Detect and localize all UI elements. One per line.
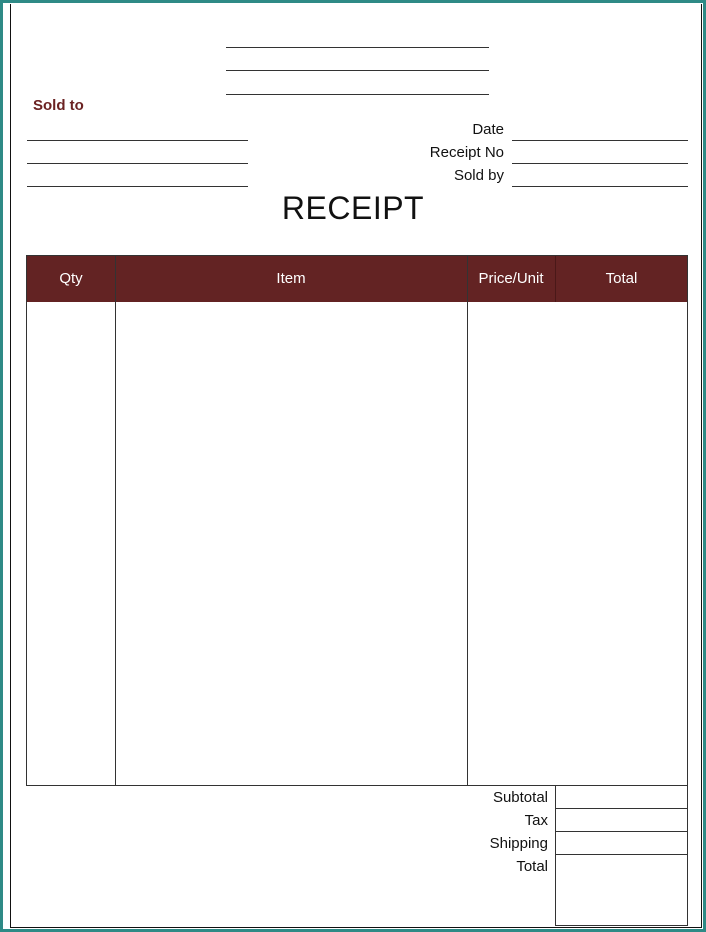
total-field[interactable] — [555, 854, 688, 926]
sold-to-line-2[interactable] — [27, 163, 248, 164]
receipt-title: RECEIPT — [281, 190, 425, 226]
items-table — [26, 255, 688, 786]
receipt-no-label: Receipt No — [429, 144, 504, 161]
subtotal-label: Subtotal — [492, 789, 548, 806]
sold-to-line-1[interactable] — [27, 140, 248, 141]
company-line-1[interactable] — [226, 47, 489, 48]
shipping-field[interactable] — [555, 831, 688, 855]
column-header-price-unit: Price/Unit — [478, 270, 544, 287]
sold-by-field-line[interactable] — [512, 186, 688, 187]
price-total-column-body[interactable] — [468, 302, 687, 786]
column-divider-price — [555, 256, 556, 302]
tax-field[interactable] — [555, 808, 688, 832]
shipping-label: Shipping — [489, 835, 548, 852]
column-header-item: Item — [276, 270, 306, 287]
column-header-total: Total — [605, 270, 638, 287]
table-header — [27, 256, 687, 302]
sold-to-label: Sold to — [33, 97, 84, 114]
company-line-3[interactable] — [226, 94, 489, 95]
column-header-qty: Qty — [59, 270, 83, 287]
item-column-body[interactable] — [116, 302, 467, 786]
sold-by-label: Sold by — [453, 167, 504, 184]
qty-column-body[interactable] — [27, 302, 115, 786]
sold-to-line-3[interactable] — [27, 186, 248, 187]
company-line-2[interactable] — [226, 70, 489, 71]
total-label: Total — [516, 858, 548, 875]
subtotal-field[interactable] — [555, 785, 688, 809]
tax-label: Tax — [524, 812, 548, 829]
receipt-no-field-line[interactable] — [512, 163, 688, 164]
date-label: Date — [472, 121, 504, 138]
date-field-line[interactable] — [512, 140, 688, 141]
